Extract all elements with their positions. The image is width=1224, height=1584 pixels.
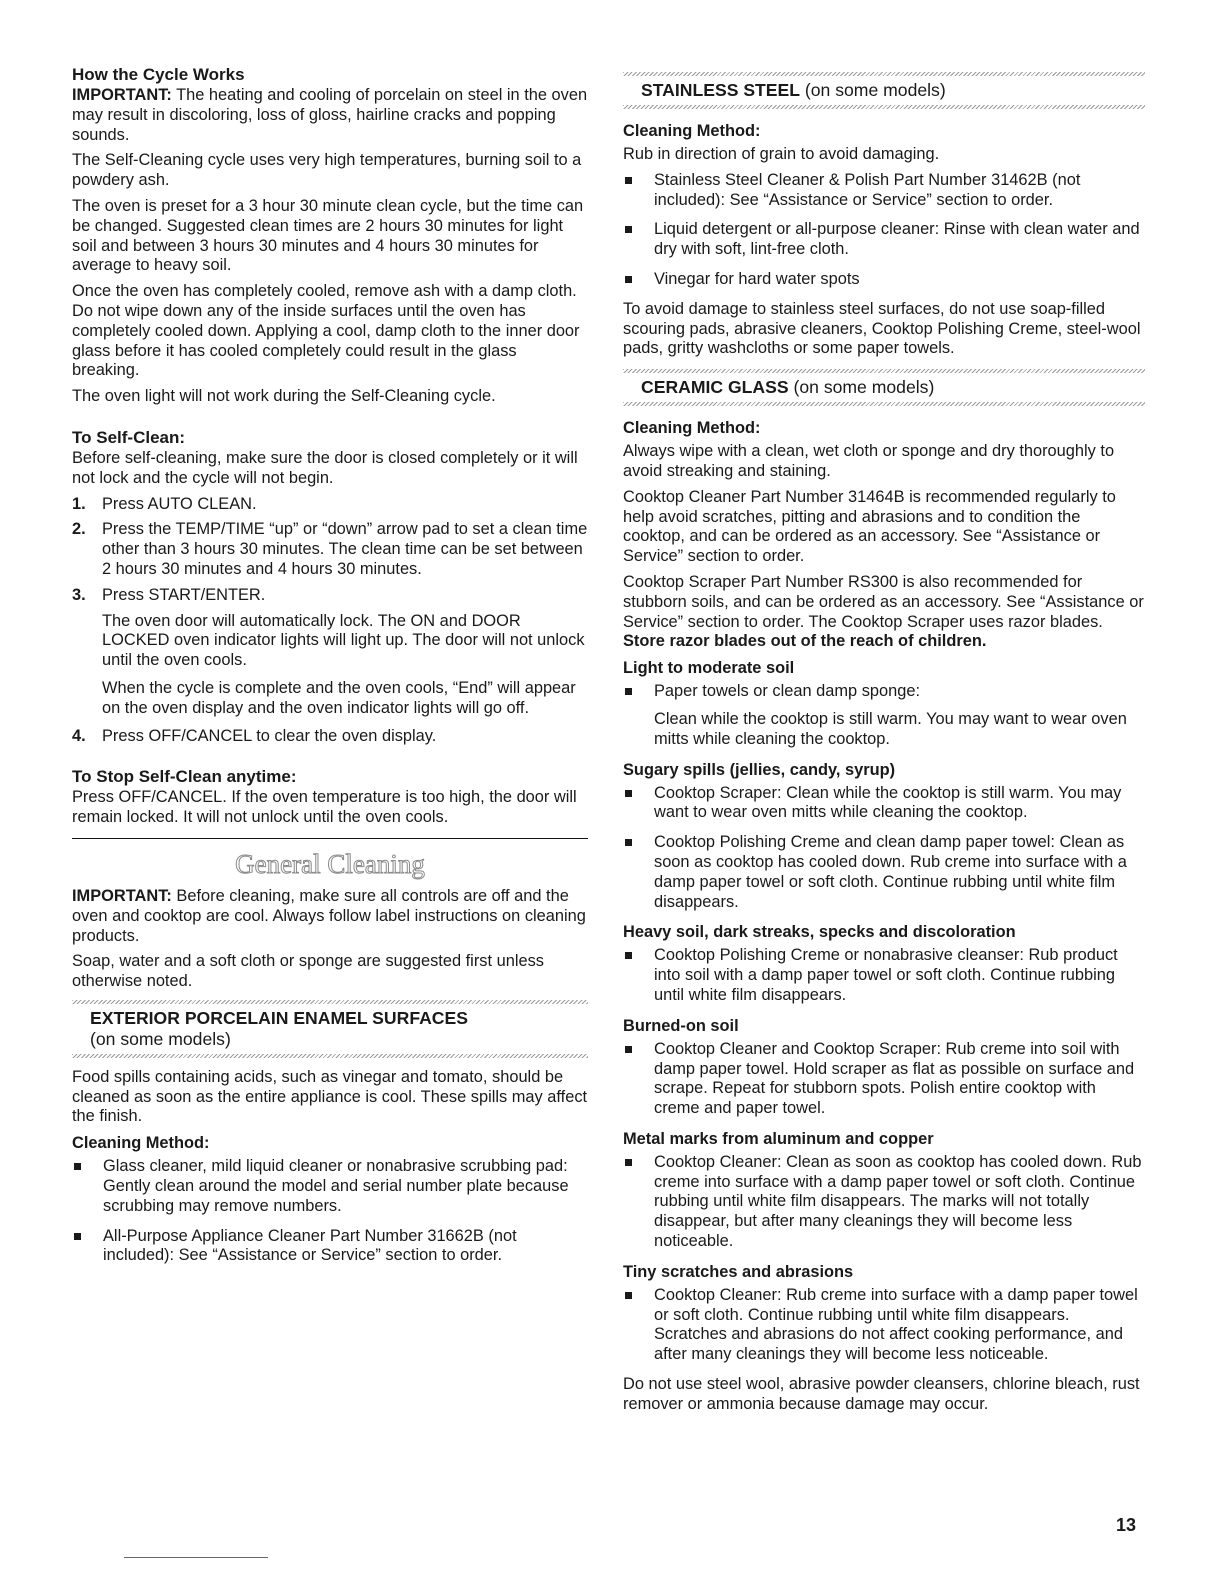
step-item [72, 495, 588, 515]
paragraph: The oven light will not work during the Self-Cleaning cycle. [72, 387, 496, 406]
bullet-item: Cooktop Polishing Creme and clean damp paper towel: Clean as soon as cooktop has cooled down. Rub creme into surface with a damp paper towel or soft cloth. Continue rubbing until white film disappears. [623, 833, 1145, 912]
ceramic-section-header [623, 373, 1145, 402]
bullet-item: Vinegar for hard water spots [623, 270, 1145, 290]
paragraph: The Self-Cleaning cycle uses very high temperatures, burning soil to a powdery ash. [72, 151, 582, 190]
paragraph [72, 887, 588, 946]
bullet-text: Paper towels or clean damp sponge: [654, 682, 921, 701]
step-subtext: When the cycle is complete and the oven cools, “End” will appear on the oven display and the oven indicator lights will go off. [102, 678, 576, 717]
page-number: 13 [1116, 1515, 1137, 1535]
paragraph: Always wipe with a clean, wet cloth or sponge and dry thoroughly to avoid streaking and staining. [623, 442, 1115, 480]
bullet-list [623, 1286, 1145, 1365]
soil-heading: Metal marks from aluminum and copper [623, 1129, 934, 1148]
section-heading: How the Cycle Works [72, 65, 245, 84]
step-item [72, 727, 588, 747]
bullet-list [623, 682, 1145, 749]
section-title: EXTERIOR PORCELAIN ENAMEL SURFACES [90, 1007, 468, 1028]
section-heading: To Stop Self-Clean anytime: [72, 767, 297, 787]
soil-heading: Sugary spills (jellies, candy, syrup) [623, 760, 896, 779]
right-column [623, 64, 1145, 1421]
step-text: Press AUTO CLEAN. [102, 494, 257, 513]
section-suffix: (on some models) [800, 80, 946, 100]
bullet-list [623, 171, 1145, 290]
important-text: The heating and cooling of porcelain on steel in the oven may result in discoloring, loss of gloss, hairline cracks and popping sounds. [72, 86, 588, 144]
step-number: 4. [72, 726, 86, 745]
footer-line [124, 1557, 268, 1558]
paragraph: Soap, water and a soft cloth or sponge are suggested first unless otherwise noted. [72, 952, 544, 991]
bullet-item: Cooktop Cleaner: Rub creme into surface with a damp paper towel or soft cloth. Continue rubbing until white film disappears. Scratches and abrasions do not affect cooking performance, and after many cleanings they will become less noticeable. [623, 1286, 1145, 1365]
warning-text: Store razor blades out of the reach of children. [623, 632, 987, 651]
step-number: 2. [72, 520, 86, 539]
hatch-divider [623, 105, 1145, 109]
step-list [72, 495, 588, 747]
bullet-list [623, 1040, 1145, 1119]
step-item [72, 520, 588, 579]
step-number: 3. [72, 585, 86, 604]
paragraph [623, 573, 1145, 652]
step-text: Press OFF/CANCEL to clear the oven display. [102, 726, 437, 745]
divider [72, 838, 588, 839]
section-title: STAINLESS STEEL [641, 80, 801, 100]
method-heading: Cleaning Method: [623, 122, 761, 140]
paragraph: Once the oven has completely cooled, remove ash with a damp cloth. Do not wipe down any of the inside surfaces until the oven has completely cooled down. Applying a cool, damp cloth to the inner door glass before it has cooled completely could result in the glass breaking. [72, 282, 580, 380]
step-text: Press START/ENTER. [102, 585, 266, 604]
bullet-item: Cooktop Scraper: Clean while the cooktop is still warm. You may want to wear oven mitts while cleaning the cooktop. [623, 784, 1145, 824]
left-column [72, 64, 588, 1276]
paragraph-text: Cooktop Scraper Part Number RS300 is also recommended for stubborn soils, and can be ordered as an accessory. See “Assistance or Service” section to order. The Cooktop Scraper uses razor blades. [623, 572, 1144, 631]
bullet-item: Cooktop Polishing Creme or nonabrasive cleanser: Rub product into soil with a damp paper towel or soft cloth. Continue rubbing until white film disappears. [623, 946, 1145, 1005]
hatch-divider [72, 1054, 588, 1058]
soil-heading: Light to moderate soil [623, 659, 795, 678]
bullet-item: All-Purpose Appliance Cleaner Part Number 31662B (not included): See “Assistance or Service” section to order. [72, 1227, 588, 1267]
paragraph: Cooktop Cleaner Part Number 31464B is recommended regularly to help avoid scratches, pitting and abrasions and to condition the cooktop, and can be ordered as an accessory. See “Assistance or Service” section to order. [623, 487, 1116, 566]
paragraph: Press OFF/CANCEL. If the oven temperature is too high, the door will remain locked. It will not unlock until the oven cools. [72, 788, 577, 827]
step-number: 1. [72, 494, 86, 513]
bullet-list [623, 1153, 1145, 1252]
bullet-item: Cooktop Cleaner and Cooktop Scraper: Rub creme into soil with damp paper towel. Hold scraper as flat as possible on surface and scrape. Repeat for stubborn spots. Polish entire cooktop with creme and paper towel. [623, 1040, 1145, 1119]
bullet-item: Liquid detergent or all-purpose cleaner: Rinse with clean water and dry with soft, lint-free cloth. [623, 220, 1145, 260]
paragraph: Before self-cleaning, make sure the door is closed completely or it will not lock and the cycle will not begin. [72, 448, 578, 487]
method-heading: Cleaning Method: [623, 419, 761, 438]
section-subtitle: (on some models) [90, 1028, 231, 1049]
exterior-section-header [72, 1004, 588, 1054]
important-text: Before cleaning, make sure all controls are off and the oven and cooktop are cool. Always follow label instructions on cleaning products. [72, 886, 586, 945]
step-item [72, 586, 588, 719]
paragraph: Food spills containing acids, such as vinegar and tomato, should be cleaned as soon as the entire appliance is cool. These spills may affect the finish. [72, 1067, 588, 1126]
bullet-item: Stainless Steel Cleaner & Polish Part Number 31462B (not included): See “Assistance or Service” section to order. [623, 171, 1145, 211]
paragraph: To avoid damage to stainless steel surfaces, do not use soap-filled scouring pads, abrasive cleaners, Cooktop Polishing Creme, steel-wool pads, gritty washcloths or some paper towels. [623, 299, 1141, 358]
stainless-section-header [623, 76, 1145, 105]
paragraph: Rub in direction of grain to avoid damaging. [623, 145, 940, 163]
bullet-list [623, 946, 1145, 1005]
step-text: Press the TEMP/TIME “up” or “down” arrow pad to set a clean time other than 3 hours 30 minutes. The clean time can be set between 2 hours 30 minutes and 4 hours 30 minutes. [102, 520, 588, 578]
section-title: CERAMIC GLASS [641, 377, 789, 398]
general-cleaning-title: General Cleaning [235, 848, 425, 879]
soil-heading: Tiny scratches and abrasions [623, 1262, 854, 1281]
bullet-item: Glass cleaner, mild liquid cleaner or nonabrasive scrubbing pad: Gently clean around the model and serial number plate because scrubbing may remove numbers. [72, 1157, 588, 1216]
bullet-item [623, 682, 1145, 749]
section-heading: To Self-Clean: [72, 427, 186, 447]
important-label: IMPORTANT: [72, 886, 172, 905]
bullet-list [623, 784, 1145, 913]
important-label: IMPORTANT: [72, 86, 172, 104]
soil-heading: Burned-on soil [623, 1016, 739, 1035]
soil-heading: Heavy soil, dark streaks, specks and discoloration [623, 923, 1016, 942]
step-subtext: The oven door will automatically lock. The ON and DOOR LOCKED oven indicator lights will light up. The door will not unlock until the oven cools. [102, 611, 585, 670]
paragraph: Do not use steel wool, abrasive powder cleansers, chlorine bleach, rust remover or ammonia because damage may occur. [623, 1375, 1140, 1413]
paragraph [72, 86, 588, 145]
bullet-subtext: Clean while the cooktop is still warm. You may want to wear oven mitts while cleaning the cooktop. [654, 709, 1127, 748]
paragraph: The oven is preset for a 3 hour 30 minute clean cycle, but the time can be changed. Suggested clean times are 2 hours 30 minutes for light soil and between 3 hours 30 minutes and 4 hours 30 minutes for average to heavy soil. [72, 196, 584, 275]
bullet-item: Cooktop Cleaner: Clean as soon as cooktop has cooled down. Rub creme into surface with a damp paper towel or soft cloth. Continue rubbing until white film disappears. The marks will not totally disappear, but after many cleanings they will become less noticeable. [623, 1153, 1145, 1252]
bullet-list [72, 1157, 588, 1266]
section-suffix: (on some models) [788, 377, 935, 398]
hatch-divider [623, 402, 1145, 406]
method-heading: Cleaning Method: [72, 1134, 210, 1153]
